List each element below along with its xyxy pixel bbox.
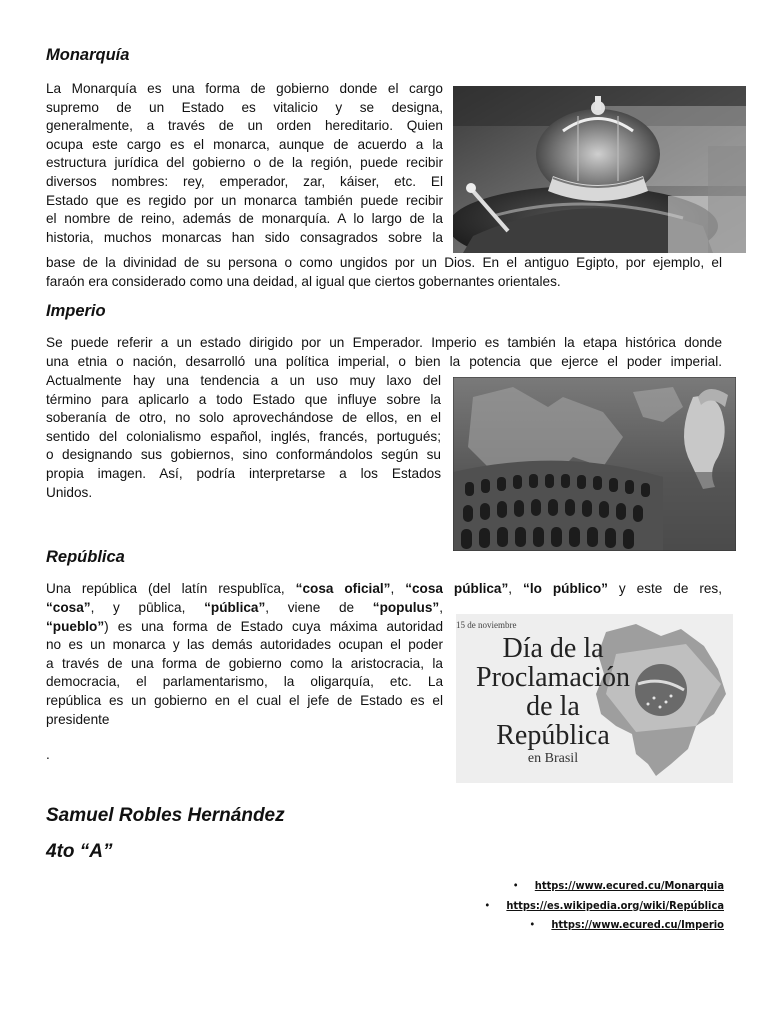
list-item <box>484 896 724 916</box>
colosseum-illustration <box>453 377 736 551</box>
republica-brasil-image <box>456 614 733 783</box>
bold-term: “cosa oficial” <box>295 581 391 596</box>
text-line: supremo de un Estado es vitalicio y se designa, <box>46 99 443 115</box>
bold-term: “pública” <box>204 600 266 615</box>
author-name: Samuel Robles Hernández <box>46 805 285 826</box>
text-run: , <box>439 600 443 615</box>
text-line: historia, muchos monarcas han sido consagrados sobre la <box>46 229 443 245</box>
text-line: generalmente, a través de un orden hereditario. Quien <box>46 118 443 134</box>
text-line: una etnia o nación, desarrolló una política imperial, o bien la potencia que ejerce el poder imperial. <box>46 353 722 369</box>
bold-term: “cosa pública” <box>405 581 509 596</box>
colosseum-photo <box>453 377 736 551</box>
bullet-icon: • <box>484 898 491 912</box>
text-line: base de la divinidad de su persona o como ungidos por un Dios. En el antiguo Egipto, por ejemplo, el <box>46 255 722 270</box>
text-line: ocupa este cargo es el monarca, aunque de acuerdo a la <box>46 136 443 152</box>
bullet-icon: • <box>512 879 519 892</box>
text-run: ) es una forma de Estado cuya máxima autoridad <box>104 618 443 634</box>
image-subtitle: en Brasil <box>527 751 579 766</box>
section-heading-republica: República <box>46 548 125 566</box>
text-line: término para aplicarlo a todo Estado que influye sobre la <box>46 391 441 407</box>
bold-term: “lo público” <box>523 581 608 596</box>
image-title-line: de la <box>526 691 580 722</box>
bold-term: “cosa” <box>46 600 91 615</box>
text-line: o designando sus gobiernos, sino conformándolos según su <box>46 447 441 463</box>
list-item <box>484 915 724 935</box>
author-grade: 4to “A” <box>46 841 113 862</box>
image-title-line: Día de la <box>502 633 604 664</box>
section-heading-monarquia: Monarquía <box>46 46 130 64</box>
text-line: presidente <box>46 711 110 727</box>
imperio-paragraph-full <box>46 334 722 371</box>
text-line: el nombre de reino, además de monarquía. A lo largo de la <box>46 211 443 227</box>
reference-link[interactable]: https://www.ecured.cu/Imperio <box>551 918 724 931</box>
text-line: sentido del colonialismo español, inglés, francés, portugués; <box>46 428 441 444</box>
text-line: Se puede referir a un estado dirigido por un Emperador. Imperio es también la etapa histórica donde <box>46 335 722 350</box>
image-date-text: 15 de noviembre <box>456 620 517 630</box>
stray-dot: . <box>46 747 50 762</box>
text-line: propia imagen. Así, podría interpretarse a los Estados <box>46 465 441 481</box>
image-title-line: Proclamación <box>476 662 630 693</box>
text-run: , y pūblica, <box>90 600 205 615</box>
text-run: y este de res, <box>607 581 722 596</box>
section-heading-imperio: Imperio <box>46 302 106 320</box>
text-run: Una república (del latín respublīca, <box>46 581 296 596</box>
image-title <box>456 634 650 750</box>
references-list <box>484 876 724 935</box>
text-line: estructura jurídica del gobierno o de la región, puede recibir <box>46 155 443 171</box>
bullet-icon: • <box>529 918 536 931</box>
text-line: soberanía de otro, no solo aprovechándose de ellos, en el <box>46 410 441 426</box>
republica-paragraph-full <box>46 580 722 599</box>
bold-term: “populus” <box>372 600 440 615</box>
text-run: , <box>390 581 406 596</box>
text-line: faraón era considerado como una deidad, al igual que ciertos gobernantes orientales. <box>46 273 561 289</box>
text-line: Unidos. <box>46 484 93 500</box>
text-line: a través de una forma de gobierno como la aristocracia, la <box>46 655 443 671</box>
text-line: La Monarquía es una forma de gobierno donde el cargo <box>46 81 443 96</box>
text-line: república es un gobierno en el cual el jefe de Estado es el <box>46 692 443 708</box>
text-line: democracia, el parlamentarismo, la oligarquía, etc. La <box>46 674 443 690</box>
monarquia-paragraph-wrapped <box>46 80 443 247</box>
crown-photo <box>453 86 746 253</box>
text-line: diversos nombres: rey, emperador, zar, káiser, etc. El <box>46 173 443 189</box>
imperio-paragraph-wrapped <box>46 372 441 502</box>
list-item <box>484 876 724 896</box>
republica-paragraph-wrapped <box>46 599 443 729</box>
text-run: , viene de <box>265 600 373 615</box>
bold-term: “pueblo” <box>46 618 105 634</box>
reference-link[interactable]: https://es.wikipedia.org/wiki/República <box>506 898 724 912</box>
text-line <box>46 580 722 599</box>
text-line <box>46 599 443 618</box>
text-line: no es un monarca y las demás autoridades ocupan el poder <box>46 637 443 653</box>
monarquia-paragraph-full <box>46 254 722 291</box>
text-line: Actualmente hay una tendencia a un uso muy laxo del <box>46 373 441 388</box>
text-line <box>46 618 443 637</box>
crown-illustration <box>453 86 746 253</box>
reference-link[interactable]: https://www.ecured.cu/Monarquia <box>534 879 724 892</box>
image-title-line: República <box>496 720 610 751</box>
text-line: Estado que es regido por un monarca también puede recibir <box>46 192 443 208</box>
text-run: , <box>508 581 524 596</box>
